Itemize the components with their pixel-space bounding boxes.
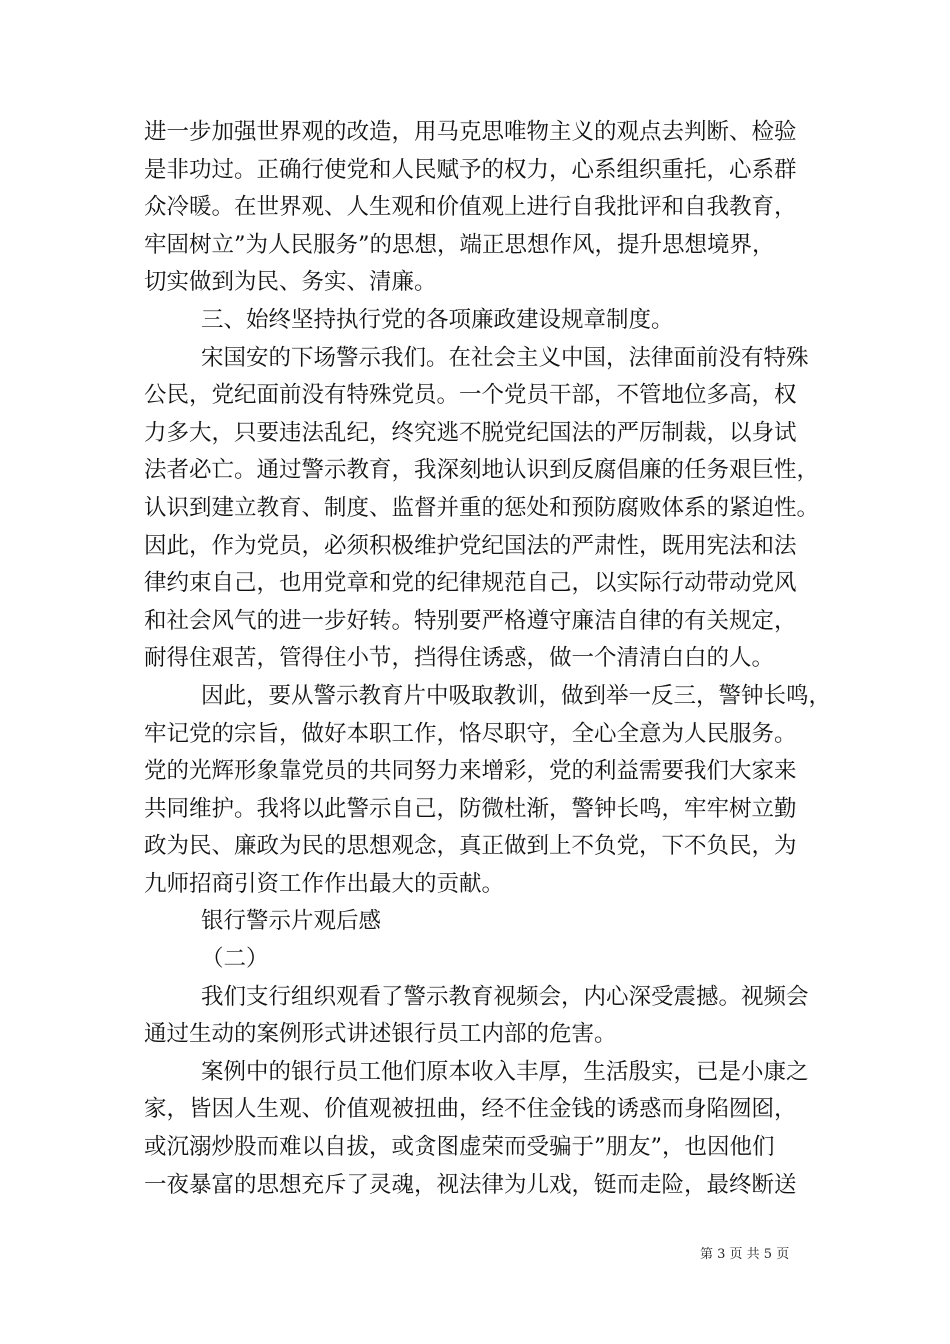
- text-line: 案例中的银行员工他们原本收入丰厚，生活殷实，已是小康之: [201, 1058, 809, 1085]
- text-line: 律约束自己，也用党章和党的纪律规范自己，以实际行动带动党风: [144, 570, 797, 597]
- text-line: （二）: [201, 946, 269, 973]
- text-line: 公民，党纪面前没有特殊党员。一个党员干部，不管地位多高，权: [144, 382, 797, 409]
- text-line: 耐得住艰苦，管得住小节，挡得住诱惑，做一个清清白白的人。: [144, 645, 775, 672]
- document-body: [144, 114, 834, 1204]
- text-line: 力多大，只要违法乱纪，终究逃不脱党纪国法的严厉制裁，以身试: [144, 419, 797, 446]
- text-line: 九师招商引资工作作出最大的贡献。: [144, 870, 505, 897]
- text-line: 牢记党的宗旨，做好本职工作，恪尽职守，全心全意为人民服务。: [144, 720, 797, 747]
- text-line: 众冷暖。在世界观、人生观和价值观上进行自我批评和自我教育，: [144, 194, 797, 221]
- text-line: 我们支行组织观看了警示教育视频会，内心深受震撼。视频会: [201, 983, 809, 1010]
- text-line: 三、始终坚持执行党的各项廉政建设规章制度。: [201, 306, 674, 333]
- text-line: 宋国安的下场警示我们。在社会主义中国，法律面前没有特殊: [201, 344, 809, 371]
- text-line: 通过生动的案例形式讲述银行员工内部的危害。: [144, 1021, 617, 1048]
- text-line: 法者必亡。通过警示教育，我深刻地认识到反腐倡廉的任务艰巨性，: [144, 457, 820, 484]
- text-line: 银行警示片观后感: [201, 908, 382, 935]
- text-line: 是非功过。正确行使党和人民赋予的权力，心系组织重托，心系群: [144, 156, 797, 183]
- text-line: 政为民、廉政为民的思想观念，真正做到上不负党，下不负民，为: [144, 833, 797, 860]
- text-line: 进一步加强世界观的改造，用马克思唯物主义的观点去判断、检验: [144, 119, 797, 145]
- text-line: 共同维护。我将以此警示自己，防微杜渐，警钟长鸣，牢牢树立勤: [144, 795, 797, 822]
- text-line: 因此，要从警示教育片中吸取教训，做到举一反三，警钟长鸣，: [201, 682, 832, 709]
- text-line: 切实做到为民、务实、清廉。: [144, 269, 437, 296]
- text-line: 牢固树立”为人民服务”的思想，端正思想作风，提升思想境界，: [144, 231, 775, 258]
- text-line: 或沉溺炒股而难以自拔，或贪图虚荣而受骗于”朋友”，也因他们: [144, 1134, 775, 1161]
- text-line: 认识到建立教育、制度、监督并重的惩处和预防腐败体系的紧迫性。: [144, 494, 820, 521]
- page-footer: [700, 1246, 810, 1264]
- page-number: 第 3 页 共 5 页: [700, 1247, 790, 1262]
- text-line: 因此，作为党员，必须积极维护党纪国法的严肃性，既用宪法和法: [144, 532, 797, 559]
- text-line: 家，皆因人生观、价值观被扭曲，经不住金钱的诱惑而身陷囫囵，: [144, 1096, 797, 1123]
- text-line: 和社会风气的进一步好转。特别要严格遵守廉洁自律的有关规定，: [144, 607, 797, 634]
- text-line: 一夜暴富的思想充斥了灵魂，视法律为儿戏，铤而走险，最终断送: [144, 1171, 797, 1198]
- text-line: 党的光辉形象靠党员的共同努力来增彩，党的利益需要我们大家来: [144, 758, 797, 785]
